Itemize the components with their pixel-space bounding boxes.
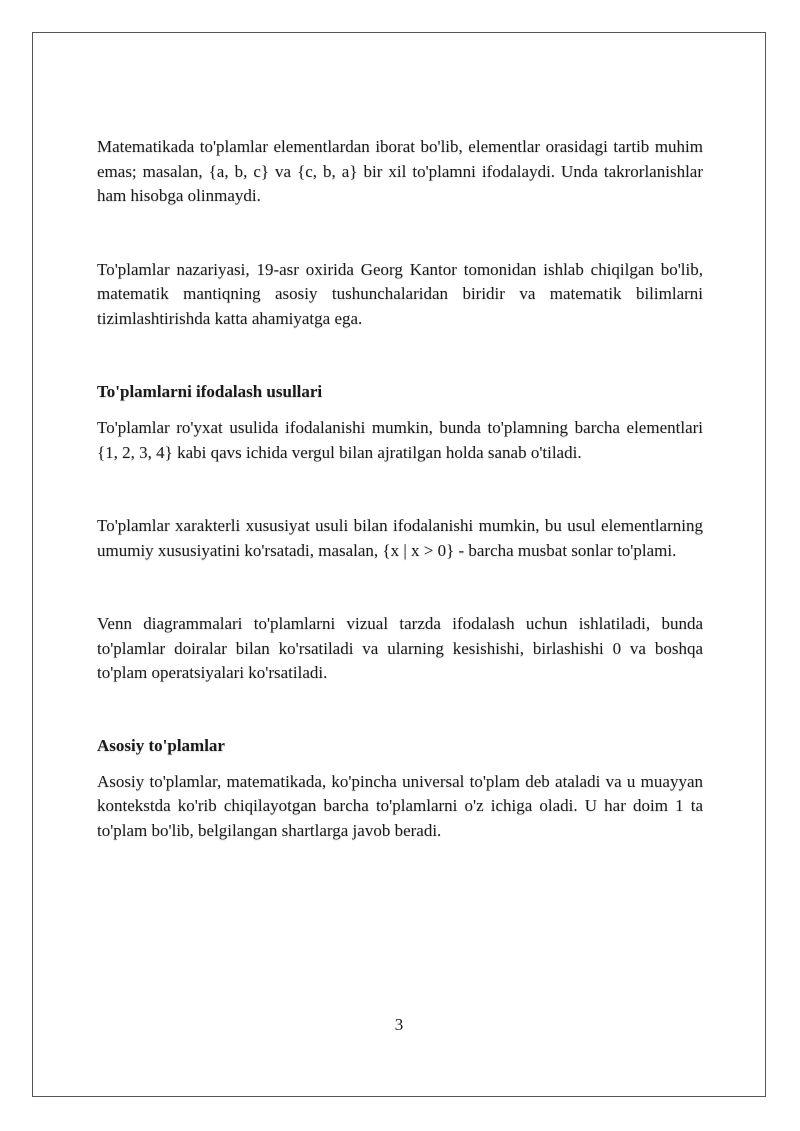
paragraph-spacer <box>97 465 703 514</box>
section-heading-representation-methods: To'plamlarni ifodalash usullari <box>97 382 323 401</box>
document-page <box>32 32 766 1097</box>
paragraph-property-method: To'plamlar xarakterli xususiyat usuli bilan ifodalanishi mumkin, bu usul elementlarning umumiy xususiyatini ko'rsatadi, masalan, {x | x > 0} - barcha musbat sonlar to'plami. <box>97 516 703 560</box>
section-heading-basic-sets: Asosiy to'plamlar <box>97 735 225 755</box>
paragraph-list-method: To'plamlar ro'yxat usulida ifodalanishi mumkin, bunda to'plamning barcha elementlari {1, 2, 3, 4} kabi qavs ichida vergul bilan ajratilgan holda sanab o'tiladi. <box>97 418 703 462</box>
paragraph-set-theory-history: To'plamlar nazariyasi, 19-asr oxirida Georg Kantor tomonidan ishlab chiqilgan bo'lib, matematik mantiqning asosiy tushunchalaridan biridir va matematik bilimlarni tizimlashtirishda katta ahamiyatga ega. <box>97 259 703 328</box>
paragraph-spacer <box>97 331 703 380</box>
page-number: 3 <box>394 1015 404 1034</box>
paragraph-universal-set: Asosiy to'plamlar, matematikada, ko'pincha universal to'plam deb ataladi va u muayyan kontekstda ko'rib chiqilayotgan barcha to'plamlarni o'z ichiga oladi. U har doim 1 ta to'plam bo'lib, belgilangan shartlarga javob beradi. <box>97 771 703 840</box>
paragraph-spacer <box>97 686 703 734</box>
heading-spacer <box>97 404 703 416</box>
paragraph-spacer <box>97 209 703 258</box>
page-content <box>97 135 703 843</box>
heading-spacer <box>97 758 703 770</box>
paragraph-sets-definition: Matematikada to'plamlar elementlardan iborat bo'lib, elementlar orasidagi tartib muhim emas; masalan, {a, b, c} va {c, b, a} bir xil to'plamni ifodalaydi. Unda takrorlanishlar ham hisobga olinmaydi. <box>97 137 703 205</box>
paragraph-venn-diagrams: Venn diagrammalari to'plamlarni vizual tarzda ifodalash uchun ishlatiladi, bunda to'plamlar doiralar bilan ko'rsatiladi va ularning kesishishi, birlashishi 0 va boshqa to'plam operatsiyalari ko'rsatiladi. <box>97 614 703 682</box>
paragraph-spacer <box>97 563 703 612</box>
